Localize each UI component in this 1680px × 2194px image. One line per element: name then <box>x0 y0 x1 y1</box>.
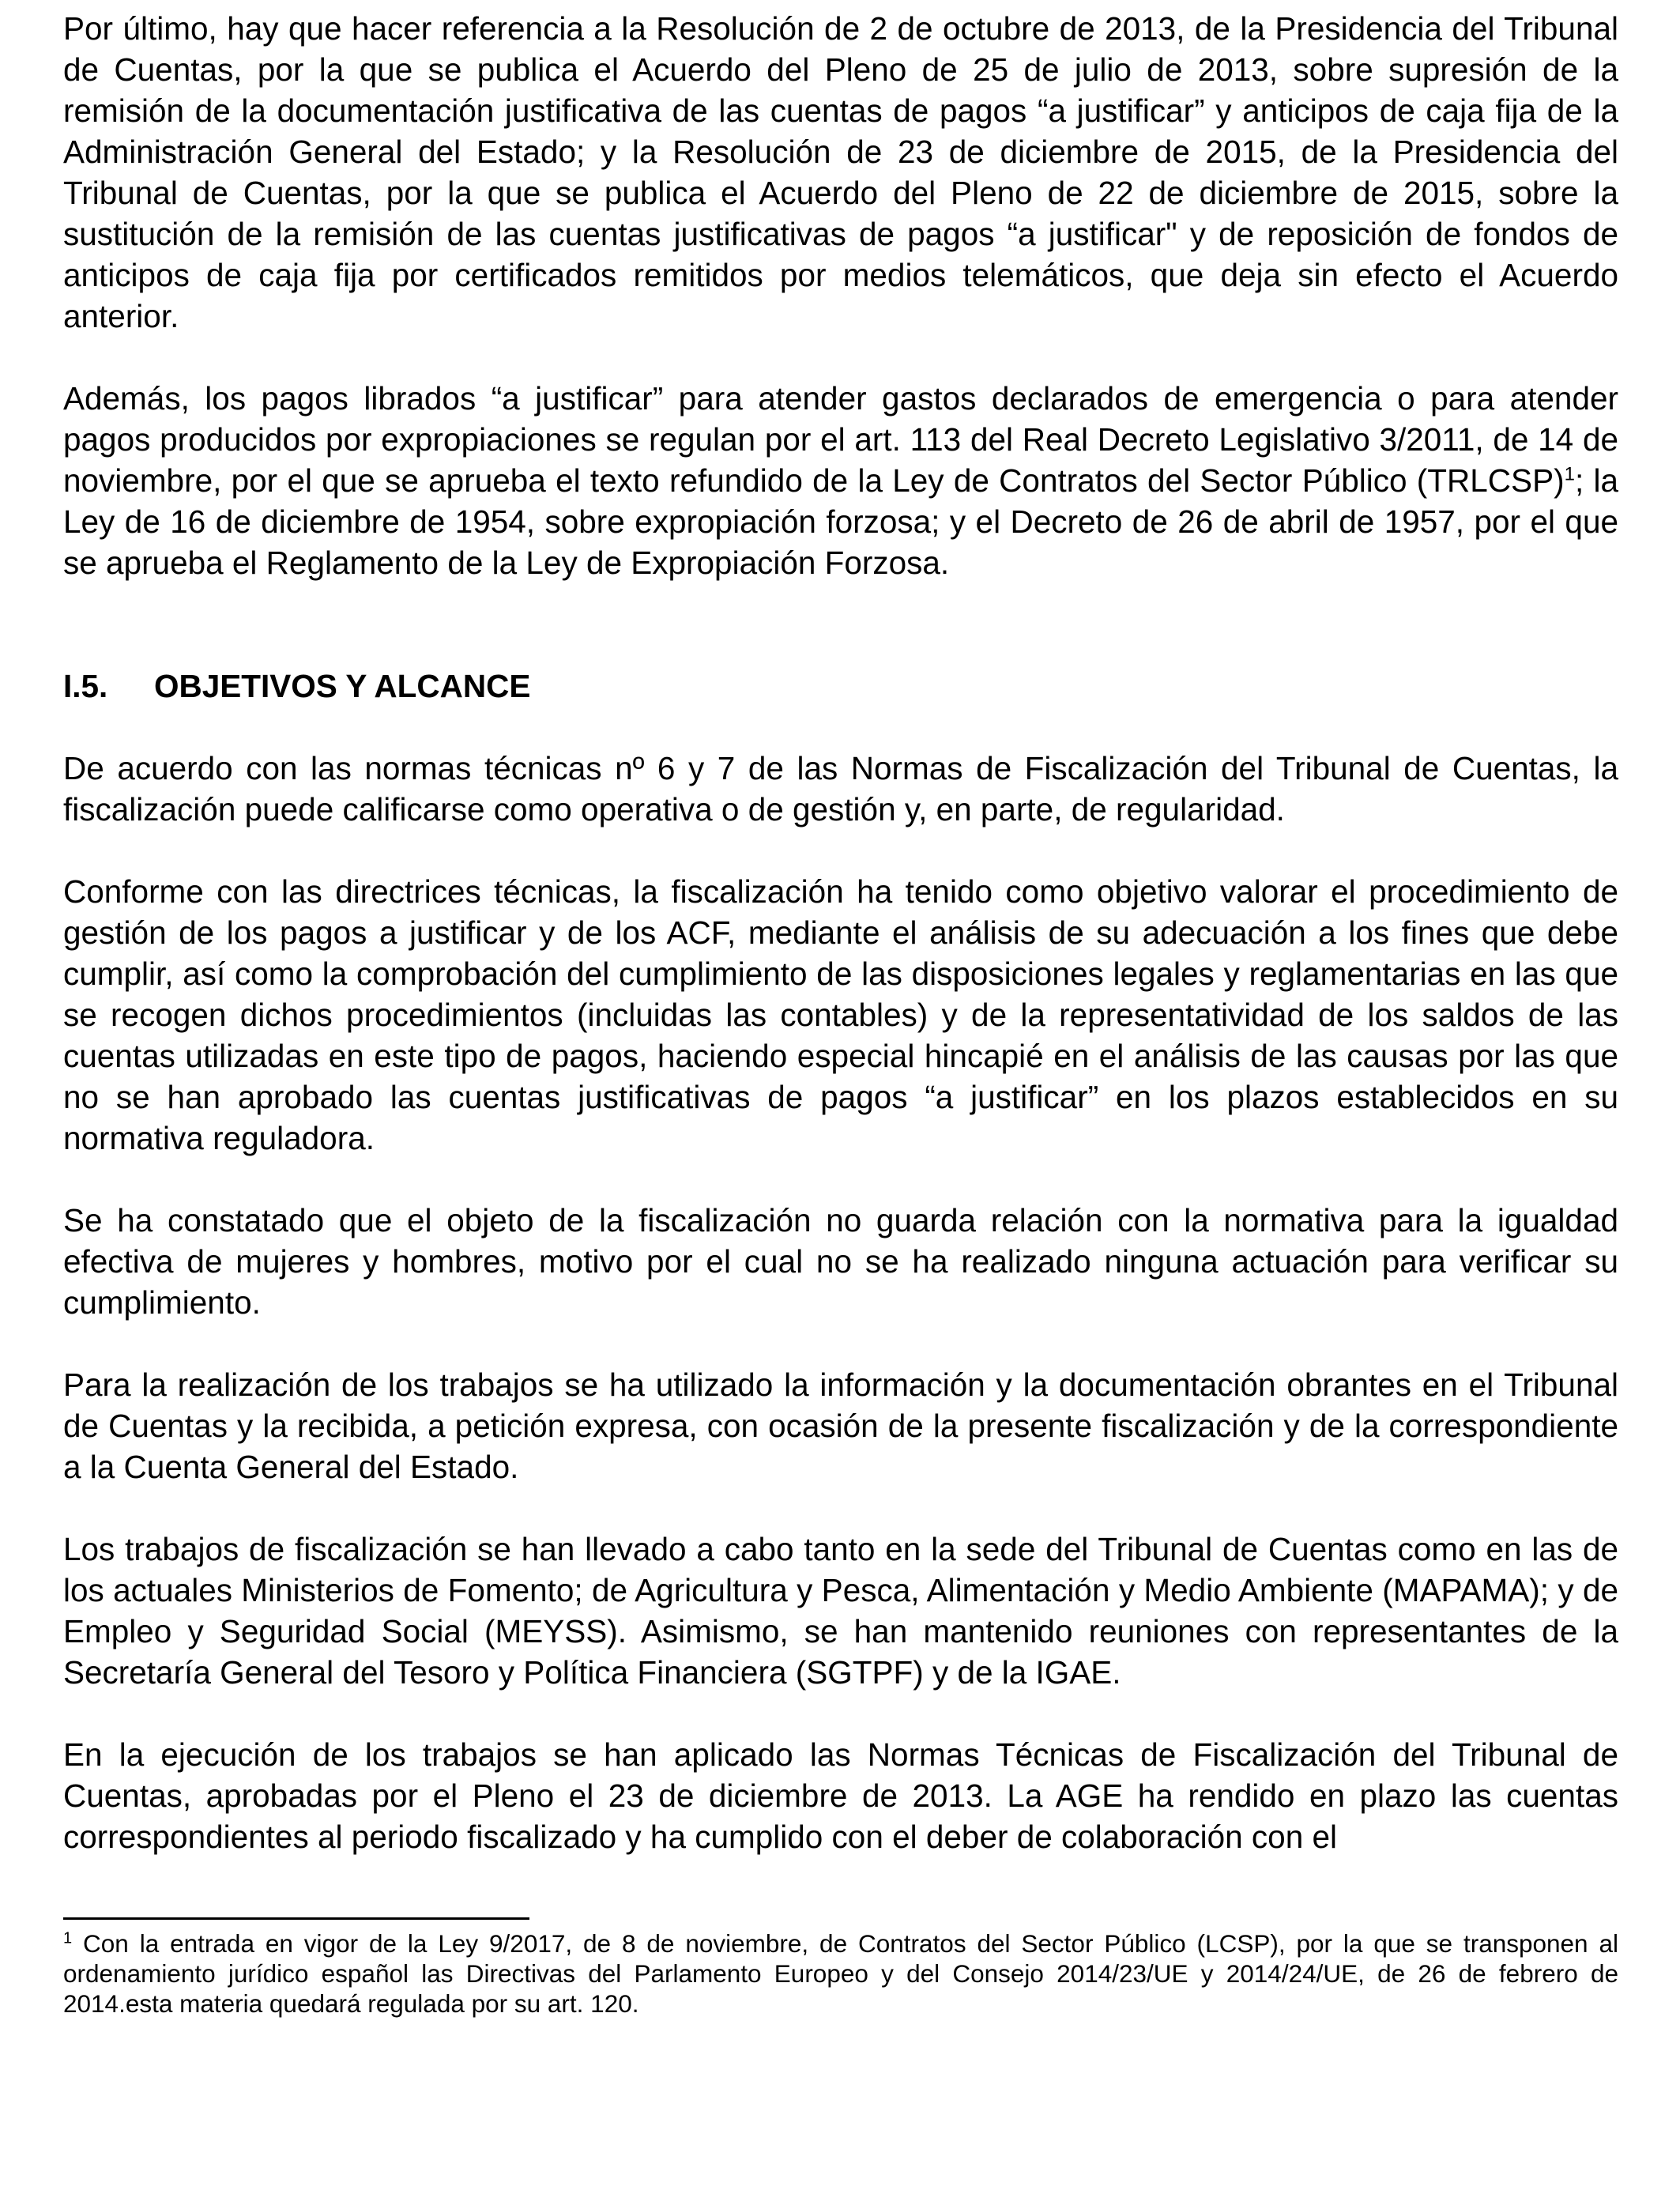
paragraph-resoluciones: Por último, hay que hacer referencia a la Resolución de 2 de octubre de 2013, de la Presidencia del Tribunal de Cuentas, por la que se publica el Acuerdo del Pleno de 25 de julio de 2013, sobre supresión de la remisión de la documentación justificativa de las cuentas de pagos “a justificar” y anticipos de caja fija de la Administración General del Estado; y la Resolución de 23 de diciembre de 2015, de la Presidencia del Tribunal de Cuentas, por la que se publica el Acuerdo del Pleno de 22 de diciembre de 2015, sobre la sustitución de la remisión de las cuentas justificativas de pagos “a justificar" y de reposición de fondos de anticipos de caja fija por certificados remitidos por medios telemáticos, que deja sin efecto el Acuerdo anterior. <box>63 10 1618 334</box>
footnote-reference[interactable]: 1 <box>1564 463 1575 485</box>
footnote-mark: 1 <box>63 1929 73 1947</box>
footnote <box>63 1928 1618 2019</box>
paragraph-objetivo: Conforme con las directrices técnicas, la fiscalización ha tenido como objetivo valorar el procedimiento de gestión de los pagos a justificar y de los ACF, mediante el análisis de su adecuación a los fines que debe cumplir, así como la comprobación del cumplimiento de las disposiciones legales y reglamentarias en las que se recogen dichos procedimientos (incluidas las contables) y de la representatividad de los saldos de las cuentas utilizadas en este tipo de pagos, haciendo especial hincapié en el análisis de las causas por las que no se han aprobado las cuentas justificativas de pagos “a justificar” en los plazos establecidos en su normativa reguladora. <box>63 873 1618 1156</box>
footnote-text: Con la entrada en vigor de la Ley 9/2017, de 8 de noviembre, de Contratos del Sector Público (LCSP), por la que se transponen al ordenamiento jurídico español las Directivas del Parlamento Europeo y del Consejo 2014/23/UE y 2014/24/UE, de 26 de febrero de 2014.esta materia quedará regulada por su art. 120. <box>63 1929 1618 2018</box>
paragraph-informacion: Para la realización de los trabajos se ha utilizado la información y la documentación obrantes en el Tribunal de Cuentas y la recibida, a petición expresa, con ocasión de la presente fiscalización y de la correspondiente a la Cuenta General del Estado. <box>63 1367 1618 1485</box>
paragraph-igualdad: Se ha constatado que el objeto de la fiscalización no guarda relación con la normativa para la igualdad efectiva de mujeres y hombres, motivo por el cual no se ha realizado ninguna actuación para verificar su cumplimiento. <box>63 1202 1618 1321</box>
paragraph-sedes: Los trabajos de fiscalización se han llevado a cabo tanto en la sede del Tribunal de Cuentas como en las de los actuales Ministerios de Fomento; de Agricultura y Pesca, Alimentación y Medio Ambiente (MAPAMA); y de Empleo y Seguridad Social (MEYSS). Asimismo, se han mantenido reuniones con representantes de la Secretaría General del Tesoro y Política Financiera (SGTPF) y de la IGAE. <box>63 1531 1618 1691</box>
document-page <box>63 8 1618 1857</box>
paragraph-ejecucion: En la ejecución de los trabajos se han aplicado las Normas Técnicas de Fiscalización del Tribunal de Cuentas, aprobadas por el Pleno el 23 de diciembre de 2013. La AGE ha rendido en plazo las cuentas correspondientes al periodo fiscalizado y ha cumplido con el deber de colaboración con el <box>63 1736 1618 1855</box>
paragraph-pagos-emergencia <box>63 378 1618 583</box>
section-heading <box>63 665 1618 707</box>
paragraph-text-before-ref: Además, los pagos librados “a justificar” para atender gastos declarados de emergencia o para atender pagos producidos por expropiaciones se regulan por el art. 113 del Real Decreto Legislativo 3/2011, de 14 de noviembre, por el que se aprueba el texto refundido de la Ley de Contratos del Sector Público (TRLCSP) <box>63 380 1618 499</box>
footnote-separator <box>63 1917 529 1920</box>
paragraph-text-after-ref: ; la Ley de 16 de diciembre de 1954, sobre expropiación forzosa; y el Decreto de 26 de abril de 1957, por el que se aprueba el Reglamento de la Ley de Expropiación Forzosa. <box>63 462 1618 581</box>
section-number: I.5. <box>63 668 108 704</box>
section-title: OBJETIVOS Y ALCANCE <box>154 668 531 704</box>
paragraph-normas-tecnicas: De acuerdo con las normas técnicas nº 6 y 7 de las Normas de Fiscalización del Tribunal de Cuentas, la fiscalización puede calificarse como operativa o de gestión y, en parte, de regularidad. <box>63 750 1618 827</box>
